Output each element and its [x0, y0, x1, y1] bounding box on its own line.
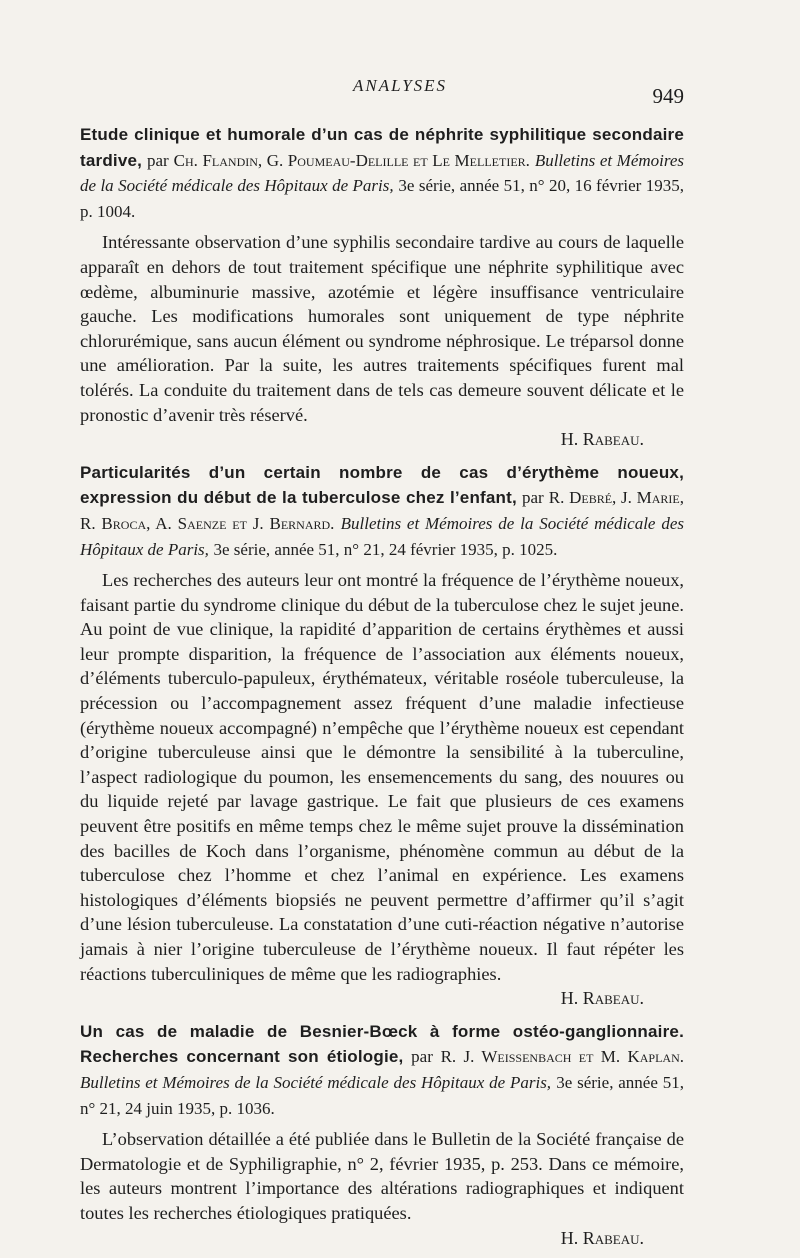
- article-authors: Ch. Flandin, G. Poumeau-Delille et Le Melletier.: [173, 150, 530, 170]
- article-journal: Bulletins et Mémoires de la Société médicale des Hôpitaux de Paris,: [80, 150, 685, 196]
- article-title: Etude clinique et humorale d’un cas de néphrite syphilitique secondaire tardive,: [80, 125, 684, 170]
- running-title: ANALYSES: [352, 76, 448, 95]
- article-authors: R. Debré, J. Marie, R. Broca, A. Saenze et J. Bernard.: [80, 488, 684, 533]
- article-signature: [80, 1226, 684, 1251]
- article-abstract: L’observation détaillée a été publiée dans le Bulletin de la Société française de Dermatologie et de Syphiligraphie, n° 2, février 1935, p. 253. Dans ce mémoire, les auteurs montrent l’importance des altérations radiographiques et indiquent toutes les recherches étiologiques pratiquées.: [80, 1129, 684, 1223]
- article-title: Particularités d’un certain nombre de cas d’érythème noueux, expression du début de la tuberculose chez l’enfant,: [80, 462, 684, 508]
- article-reference: 3e série, année 51, n° 20, 16 février 1935, p. 1004.: [80, 176, 685, 221]
- article-2: [80, 460, 684, 1011]
- article-title: Un cas de maladie de Besnier-Bœck à forme ostéo-ganglionnaire. Recherches concernant son étiologie,: [80, 1021, 684, 1067]
- article-byline: par: [522, 488, 544, 508]
- article-heading: [80, 122, 684, 224]
- article-journal: Bulletins et Mémoires de la Société médicale des Hôpitaux de Paris,: [80, 513, 684, 559]
- article-reference: 3e série, année 51, n° 21, 24 février 1935, p. 1025.: [213, 539, 558, 559]
- article-abstract: Les recherches des auteurs leur ont montré la fréquence de l’érythème noueux, faisant partie du syndrome clinique du début de la tuberculose chez le sujet jeune. Au point de vue clinique, la rapidité d’apparition de certains érythèmes et aussi leur prompte disparition, la fréquence de l’association aux éléments noueux, d’éléments tuberculo-papuleux, érythémateux, véritable roséole tuberculeuse, la précession ou l’accompagnement assez fréquent d’une maladie infectieuse (érythème noueux accompagné) n’empêche que l’érythème noueux est cependant d’origine tuberculeuse ainsi que le démontre la sensibilité à la tuberculine, l’aspect radiologique du poumon, les ensemencements du sang, des nouures ou du liquide rejeté par lavage gastrique. Le fait que plusieurs de ces examens peuvent être positifs en même temps chez le même sujet prouve la dissémination des bacilles de Koch dans l’organisme, phénomène commun au début de la tuberculose chez l’homme et chez l’animal en expérience. Les examens histologiques d’éléments biopsiés ne peuvent permettre d’affirmer qu’il s’agit d’une lésion tuberculeuse. La constatation d’une cuti-réaction négative n’autorise jamais à nier l’origine tuberculeuse de l’érythème noueux. Il faut répéter les réactions tuberculiniques de même que les radiographies.: [80, 570, 684, 984]
- article-1: [80, 122, 684, 452]
- signature-text: H. Rabeau.: [560, 988, 644, 1009]
- article-byline: par: [147, 150, 169, 170]
- article-authors: R. J. Weissenbach et M. Kaplan.: [440, 1047, 684, 1067]
- article-3: [80, 1019, 684, 1250]
- article-reference: 3e série, année 51, n° 21, 24 juin 1935, p. 1036.: [80, 1072, 684, 1118]
- article-journal: Bulletins et Mémoires de la Société médicale des Hôpitaux de Paris,: [80, 1072, 552, 1092]
- article-signature: [80, 427, 684, 452]
- signature-text: H. Rabeau.: [560, 429, 644, 450]
- article-heading: [80, 460, 684, 562]
- signature-text: H. Rabeau.: [560, 1227, 644, 1248]
- article-abstract: Intéressante observation d’une syphilis secondaire tardive au cours de laquelle apparaît en dehors de tout traitement spécifique une néphrite syphilitique avec œdème, albuminurie massive, azotémie et légère insuffisance ventriculaire gauche. Les modifications humorales sont uniquement de type néphrite chlorurémique, sans aucun élément ou syndrome néphrosique. Le tréparsol donne une amélioration. Par la suite, les autres traitements spécifiques furent mal tolérés. La conduite du traitement dans de tels cas demeure souvent délicate et le pronostic d’avenir très réservé.: [80, 232, 684, 425]
- article-heading: [80, 1019, 684, 1121]
- article-signature: [80, 986, 684, 1011]
- article-byline: par: [411, 1047, 433, 1067]
- page-number: 949: [652, 84, 684, 108]
- page-body: [80, 122, 684, 1258]
